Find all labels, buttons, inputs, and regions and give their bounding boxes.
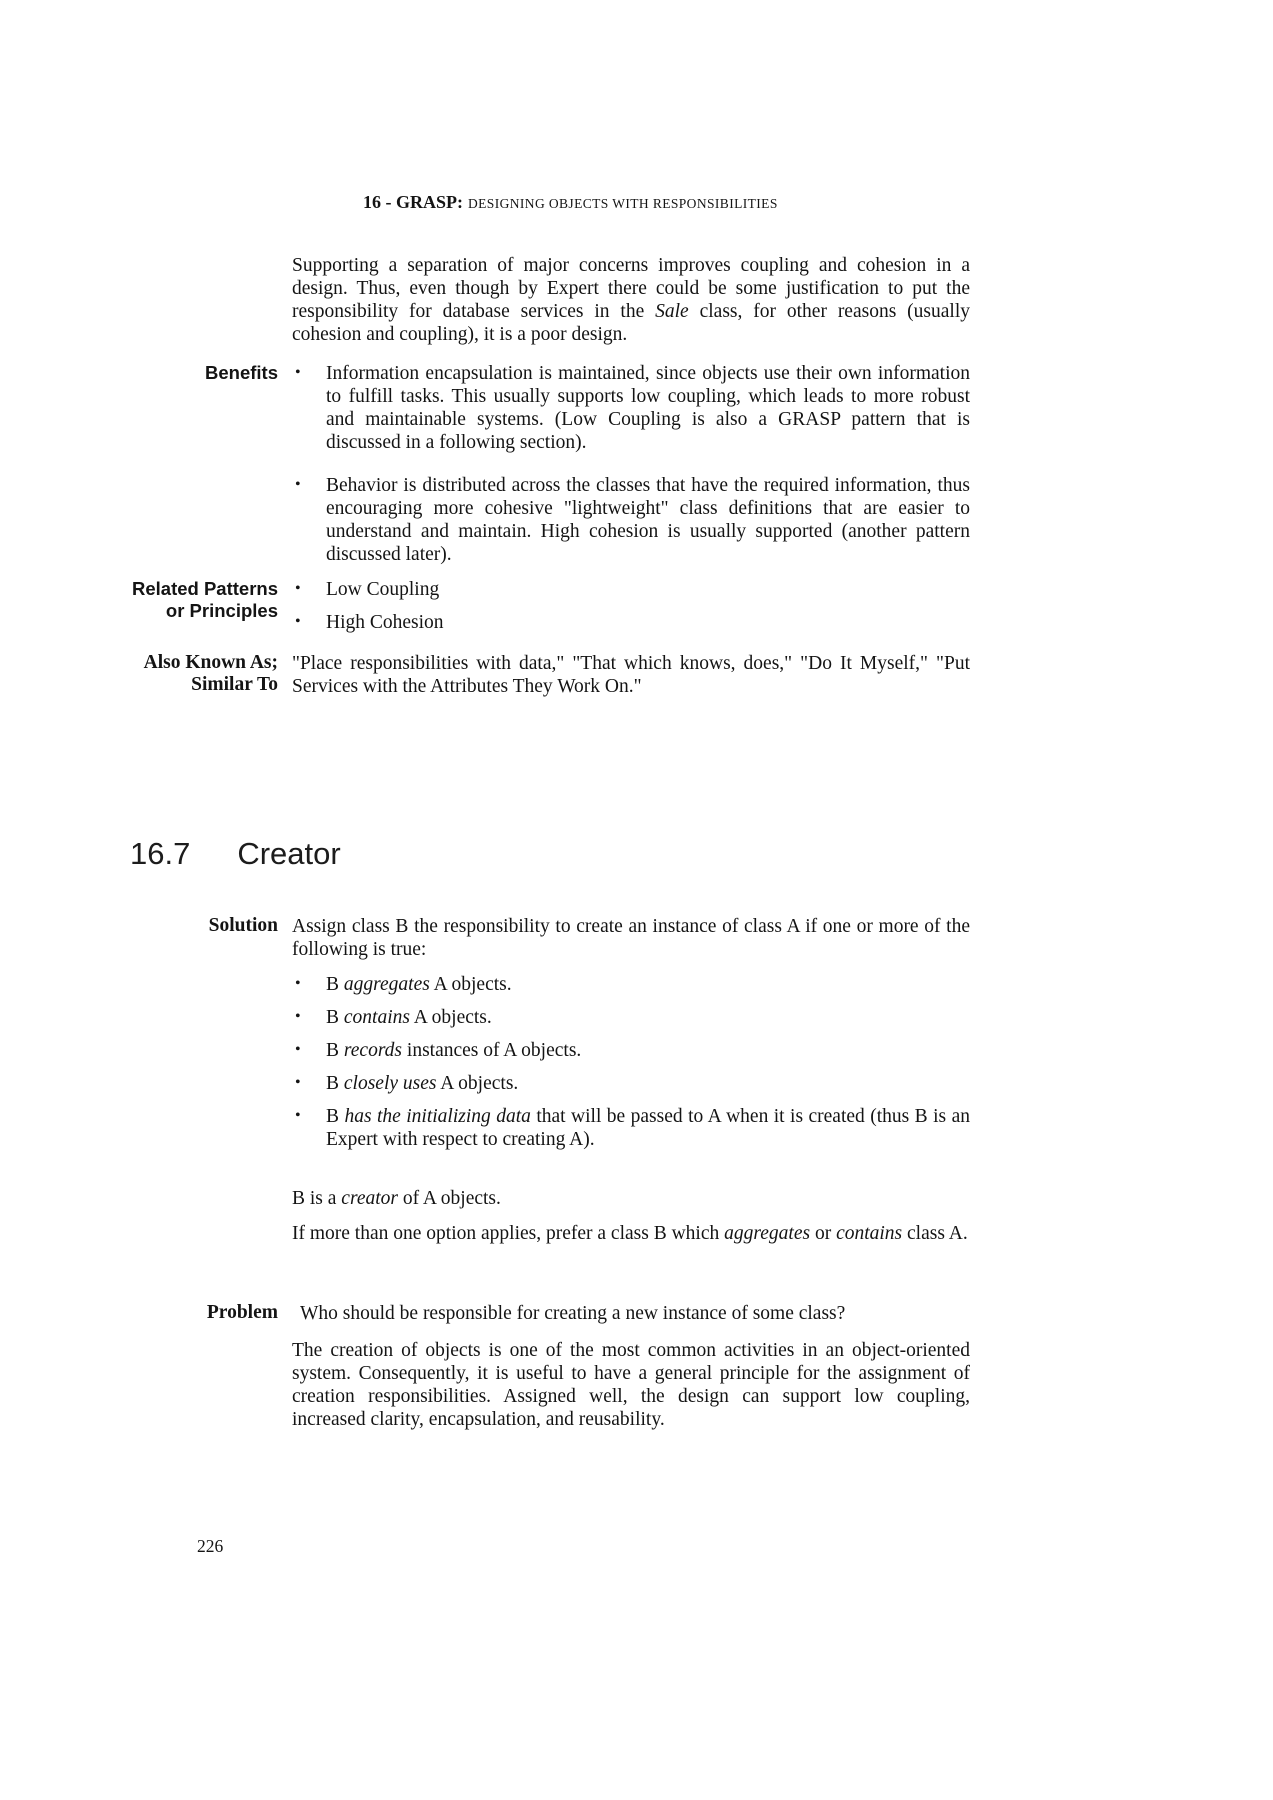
bullet-marker: • (295, 613, 301, 630)
solution-bullet-4 (292, 1072, 970, 1095)
benefits-label: Benefits (205, 362, 278, 383)
bullet-marker: • (295, 975, 301, 992)
running-head (363, 192, 778, 213)
also-known-as-label-line2: Similar To (191, 674, 278, 695)
problem-question: Who should be responsible for creating a new instance of some class? (300, 1303, 846, 1324)
benefits-bullet-2-text: Behavior is distributed across the classes that have the required information, thus encouraging more cohesive "lightweight" class definitions that are easier to understand and maintain. High cohesion is usually supported (another pattern discussed later). (326, 475, 970, 565)
solution-bullet-2-text: B contains A objects. (326, 1007, 492, 1028)
solution-bullet-5 (292, 1105, 970, 1151)
solution-bullet-5-text: B has the initializing data that will be passed to A when it is created (thus B is an Expert with respect to creating A). (326, 1106, 970, 1150)
intro-block (0, 254, 1273, 346)
section-heading (130, 836, 341, 872)
also-known-as-text: "Place responsibilities with data," "That which knows, does," "Do It Myself," "Put Services with the Attributes They Work On." (292, 653, 970, 697)
related-bullet-2-text: High Cohesion (326, 612, 444, 633)
page-number: 226 (197, 1536, 224, 1556)
solution-conclusion-2: If more than one option applies, prefer a class B which aggregates or contains class A. (292, 1223, 968, 1244)
solution-content (292, 915, 970, 1245)
solution-conclusion-1: B is a creator of A objects. (292, 1188, 501, 1209)
running-head-chapter: 16 - GRASP: (363, 192, 463, 212)
problem-label: Problem (206, 1302, 278, 1323)
also-known-as-block (0, 652, 1273, 698)
problem-block (0, 1302, 1273, 1431)
benefits-bullet-2 (292, 474, 970, 566)
problem-content (292, 1302, 970, 1431)
section-title: Creator (237, 836, 341, 871)
also-known-as-label (0, 652, 278, 696)
solution-label: Solution (208, 915, 278, 936)
bullet-marker: • (295, 364, 301, 381)
benefits-bullet-1-text: Information encapsulation is maintained, since objects use their own information to fulfill tasks. This usually supports low coupling, which leads to more robust and maintainable systems. (Low Coupling is also a GRASP pattern that is discussed in a following section). (326, 363, 970, 453)
solution-block (0, 915, 1273, 1245)
solution-bullet-4-text: B closely uses A objects. (326, 1073, 519, 1094)
related-bullet-1-text: Low Coupling (326, 579, 440, 600)
bullet-marker: • (295, 1008, 301, 1025)
related-bullet-2 (292, 611, 970, 634)
bullet-marker: • (295, 1041, 301, 1058)
bullet-marker: • (295, 1074, 301, 1091)
solution-bullet-2 (292, 1006, 970, 1029)
solution-bullet-3 (292, 1039, 970, 1062)
benefits-content (292, 362, 970, 566)
solution-bullet-3-text: B records instances of A objects. (326, 1040, 582, 1061)
related-patterns-content (292, 578, 970, 634)
section-number: 16.7 (130, 836, 191, 871)
related-bullet-1 (292, 578, 970, 601)
solution-bullet-1-text: B aggregates A objects. (326, 974, 512, 995)
related-patterns-block (0, 578, 1273, 634)
intro-paragraph: Supporting a separation of major concerns improves coupling and cohesion in a design. Thus, even though by Expert there could be some justification to put the responsibility for database services in the Sale class, for other reasons (usually cohesion and coupling), it is a poor design. (292, 255, 971, 345)
related-patterns-label (0, 578, 278, 622)
problem-paragraph: The creation of objects is one of the most common activities in an object-oriented system. Consequently, it is useful to have a general principle for the assignment of creation responsibilities. Assigned well, the design can support low coupling, increased clarity, encapsulation, and reusability. (292, 1340, 970, 1430)
bullet-marker: • (295, 580, 301, 597)
bullet-marker: • (295, 476, 301, 493)
also-known-as-label-line1: Also Known As; (143, 652, 278, 673)
benefits-block (0, 362, 1273, 566)
solution-intro: Assign class B the responsibility to create an instance of class A if one or more of the following is true: (292, 916, 970, 960)
bullet-marker: • (295, 1107, 301, 1124)
benefits-bullet-1 (292, 362, 970, 454)
solution-bullet-1 (292, 973, 970, 996)
related-patterns-label-line2: or Principles (165, 600, 278, 621)
related-patterns-label-line1: Related Patterns (132, 578, 278, 599)
running-head-title: DESIGNING OBJECTS WITH RESPONSIBILITIES (468, 196, 778, 211)
